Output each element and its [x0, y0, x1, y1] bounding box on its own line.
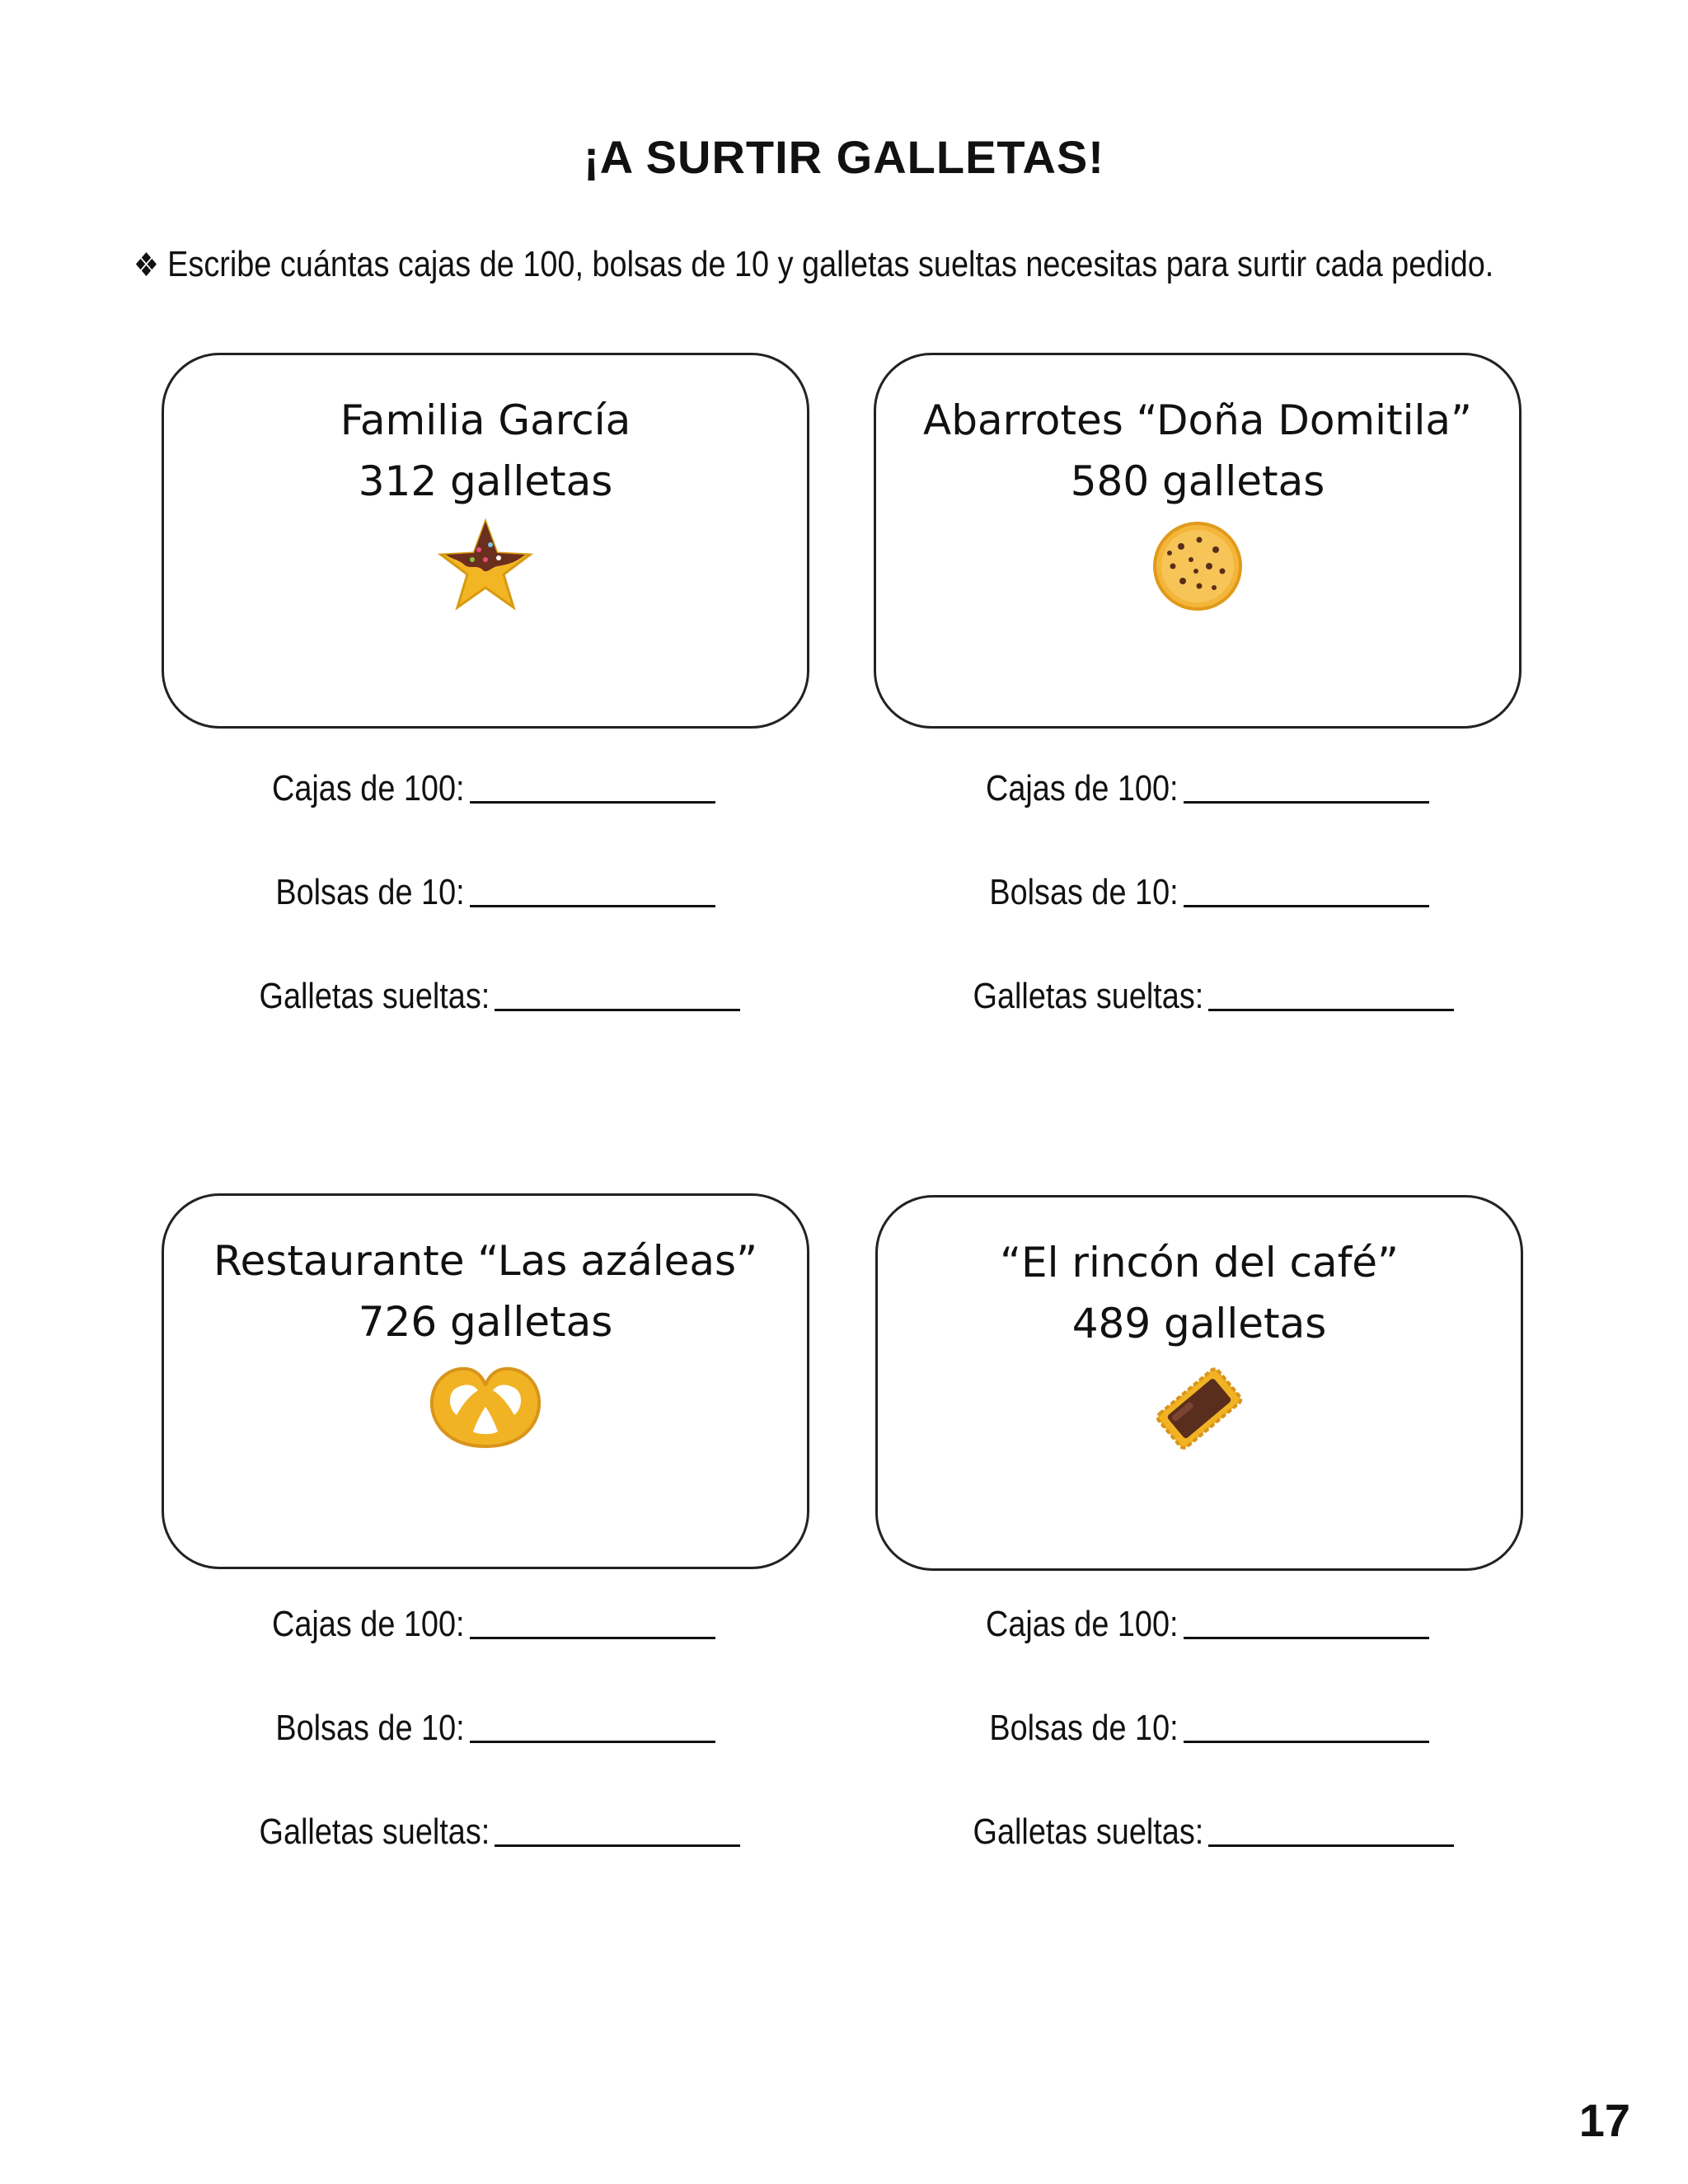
- boxes-label: Cajas de 100:: [272, 768, 465, 808]
- bags-field[interactable]: [245, 1708, 715, 1749]
- bags-field[interactable]: [959, 1708, 1429, 1749]
- order-name: Abarrotes “Doña Domitila”: [923, 396, 1472, 444]
- boxes-field[interactable]: [954, 768, 1429, 809]
- boxes-field[interactable]: [241, 1604, 715, 1645]
- order-quantity: 312 galletas: [358, 457, 613, 505]
- loose-field[interactable]: [222, 1811, 740, 1853]
- order-name: Restaurante “Las azáleas”: [213, 1237, 757, 1285]
- order-card: [875, 1195, 1523, 1571]
- star-cookie-icon: [164, 517, 807, 616]
- boxes-field[interactable]: [954, 1604, 1429, 1645]
- order-name: “El rincón del café”: [1000, 1239, 1399, 1286]
- answer-line[interactable]: [470, 801, 715, 804]
- boxes-label: Cajas de 100:: [986, 1604, 1179, 1644]
- order-card: [162, 1193, 809, 1569]
- boxes-label: Cajas de 100:: [272, 1604, 465, 1644]
- page-number: 17: [1578, 2094, 1630, 2146]
- loose-field[interactable]: [222, 976, 740, 1017]
- instruction: [134, 244, 1494, 285]
- loose-field[interactable]: [935, 1811, 1454, 1853]
- answer-line[interactable]: [1208, 1009, 1454, 1011]
- answer-line[interactable]: [1208, 1844, 1454, 1847]
- loose-field[interactable]: [935, 976, 1454, 1017]
- order-name: Familia García: [340, 396, 631, 444]
- answer-line[interactable]: [1184, 801, 1429, 804]
- instruction-text: Escribe cuántas cajas de 100, bolsas de 10 y galletas sueltas necesitas para surtir cada pedido.: [167, 244, 1494, 284]
- order-quantity: 726 galletas: [358, 1298, 613, 1346]
- order-quantity: 580 galletas: [1070, 457, 1325, 505]
- bags-label: Bolsas de 10:: [275, 872, 465, 912]
- answer-line[interactable]: [1184, 1741, 1429, 1743]
- loose-label: Galletas sueltas:: [259, 976, 490, 1016]
- order-quantity: 489 galletas: [1071, 1300, 1327, 1347]
- bags-field[interactable]: [245, 872, 715, 913]
- page-title: ¡A SURTIR GALLETAS!: [584, 131, 1104, 183]
- diamond-bullet-icon: ❖: [134, 247, 159, 284]
- chocolate-chip-cookie-icon: [876, 517, 1519, 616]
- pretzel-cookie-icon: [164, 1357, 807, 1456]
- bags-label: Bolsas de 10:: [989, 872, 1179, 912]
- chocolate-biscuit-icon: [878, 1359, 1521, 1458]
- answer-line[interactable]: [470, 1637, 715, 1639]
- loose-label: Galletas sueltas:: [973, 976, 1203, 1016]
- loose-label: Galletas sueltas:: [973, 1811, 1203, 1852]
- answer-line[interactable]: [1184, 1637, 1429, 1639]
- answer-line[interactable]: [495, 1009, 740, 1011]
- order-card: [874, 353, 1522, 729]
- answer-line[interactable]: [1184, 905, 1429, 907]
- bags-field[interactable]: [959, 872, 1429, 913]
- boxes-field[interactable]: [241, 768, 715, 809]
- answer-line[interactable]: [470, 1741, 715, 1743]
- order-card: [162, 353, 809, 729]
- bags-label: Bolsas de 10:: [989, 1708, 1179, 1748]
- answer-line[interactable]: [470, 905, 715, 907]
- loose-label: Galletas sueltas:: [259, 1811, 490, 1852]
- bags-label: Bolsas de 10:: [275, 1708, 465, 1748]
- boxes-label: Cajas de 100:: [986, 768, 1179, 808]
- answer-line[interactable]: [495, 1844, 740, 1847]
